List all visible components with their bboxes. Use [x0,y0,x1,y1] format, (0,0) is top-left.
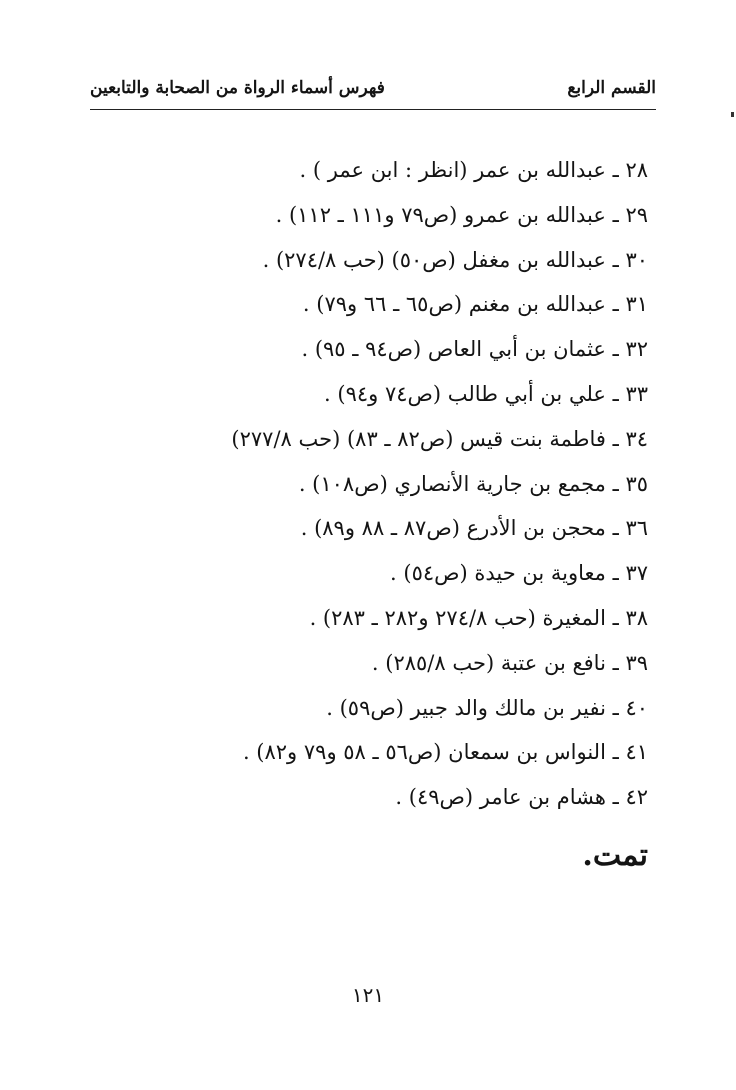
closing-word: تمت. [582,838,648,873]
index-entry: ٣١ ـ عبدالله بن مغنم (ص٦٥ ـ ٦٦ و٧٩) . [302,292,648,317]
index-entry: ٣٣ ـ علي بن أبي طالب (ص٧٤ و٩٤) . [324,381,648,406]
index-entry: ٢٩ ـ عبدالله بن عمرو (ص٧٩ و١١١ ـ ١١٢) . [275,202,648,227]
index-entry: ٤١ ـ النواس بن سمعان (ص٥٦ ـ ٥٨ و٧٩ و٨٢) . [242,740,648,765]
narrator-index-list [108,148,648,820]
index-entry: ٣٦ ـ محجن بن الأدرع (ص٨٧ ـ ٨٨ و٨٩) . [300,516,648,541]
index-entry: ٤٢ ـ هشام بن عامر (ص٤٩) . [395,785,648,810]
index-entry: ٣٢ ـ عثمان بن أبي العاص (ص٩٤ ـ ٩٥) . [301,337,648,362]
index-entry: ٣٧ ـ معاوية بن حيدة (ص٥٤) . [390,561,648,586]
section-title: القسم الرابع [567,78,656,98]
index-entry: ٣٨ ـ المغيرة (حب ٢٧٤/٨ و٢٨٢ ـ ٢٨٣) . [309,605,648,630]
index-entry: ٣٠ ـ عبدالله بن مغفل (ص٥٠) (حب ٢٧٤/٨) . [262,247,648,272]
index-entry: ٣٩ ـ نافع بن عتبة (حب ٢٨٥/٨) . [371,650,648,675]
index-entry: ٣٥ ـ مجمع بن جارية الأنصاري (ص١٠٨) . [298,471,648,496]
index-entry: ٣٤ ـ فاطمة بنت قيس (ص٨٢ ـ ٨٣) (حب ٢٧٧/٨) [231,426,648,451]
index-entry: ٢٨ ـ عبدالله بن عمر (انظر : ابن عمر ) . [299,158,648,182]
page-number: ١٢١ [351,983,385,1007]
header-divider [90,109,656,110]
index-title: فهرس أسماء الرواة من الصحابة والتابعين [90,78,385,98]
running-header [90,76,656,108]
margin-mark [731,112,734,117]
index-entry: ٤٠ ـ نفير بن مالك والد جبير (ص٥٩) . [326,695,648,720]
